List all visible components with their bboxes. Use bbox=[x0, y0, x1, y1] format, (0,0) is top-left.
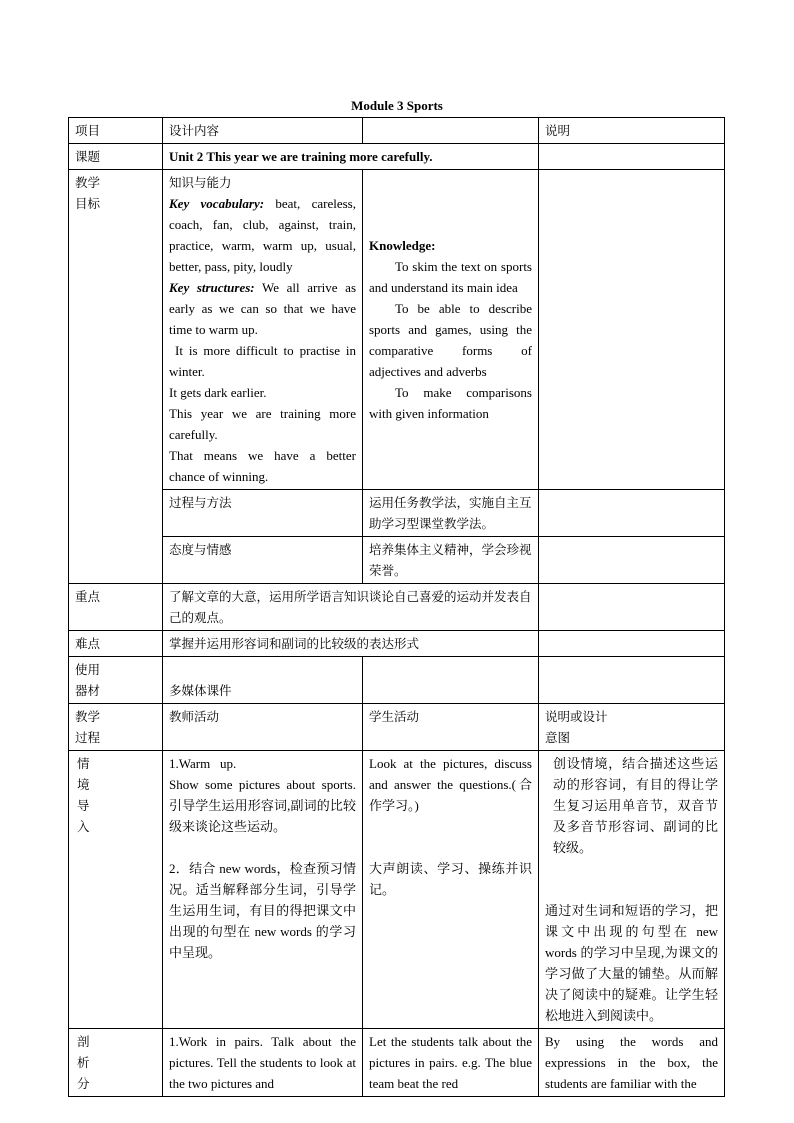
objectives-attitude-row bbox=[69, 537, 725, 584]
notes-situation: 创设情境，结合描述这些运动的形容词，有目的得让学生复习运用单音节，双音节及多音节形容词、副词的比较级。 bbox=[553, 756, 718, 855]
topic-notes bbox=[539, 144, 725, 170]
difficulty-row bbox=[69, 631, 725, 657]
equipment-notes bbox=[539, 657, 725, 704]
analysis-student: Let the students talk about the pictures in pairs. e.g. The blue team beat the red bbox=[363, 1029, 539, 1097]
new-words-step: 2．结合 new words，检查预习情况。适当解释部分生词，引导学生运用生词，有目的得把课文中出现的句型在 new words 的学习中呈现。 bbox=[169, 861, 356, 960]
analysis-notes: By using the words and expressions in the box, the students are familiar with the bbox=[539, 1029, 725, 1097]
equipment-label: 使用 器材 bbox=[69, 657, 163, 704]
knowledge-item: To skim the text on sports and understand its main idea bbox=[369, 259, 532, 295]
knowledge-heading: 知识与能力 bbox=[169, 175, 232, 190]
key-point-row bbox=[69, 584, 725, 631]
objectives-content bbox=[163, 170, 363, 490]
knowledge-item: To be able to describe sports and games, using the comparative forms of adjectives and adverbs bbox=[369, 301, 532, 379]
vocabulary: Key vocabulary: beat, careless, coach, fan, club, against, train, practice, warm, warm up, usual, better, pass, pity, loudly bbox=[169, 196, 356, 274]
header-item: 项目 bbox=[69, 118, 163, 144]
attitude-notes bbox=[539, 537, 725, 584]
process-header-row bbox=[69, 704, 725, 751]
notes-vocabulary: 通过对生词和短语的学习，把课文中出现的句型在 new words 的学习中呈现,为课文的学习做了大量的铺垫。从而解决了阅读中的疑难。让学生轻松地进入到阅读中。 bbox=[545, 903, 718, 1023]
objectives-process-row bbox=[69, 490, 725, 537]
objectives-knowledge-row bbox=[69, 170, 725, 490]
key-point-label: 重点 bbox=[69, 584, 163, 631]
teacher-activity-header: 教师活动 bbox=[163, 704, 363, 751]
lead-in-student bbox=[363, 751, 539, 1029]
student-activity-header: 学生活动 bbox=[363, 704, 539, 751]
lead-in-label: 情 境 导 入 bbox=[69, 751, 163, 1029]
difficulty-notes bbox=[539, 631, 725, 657]
structures: Key structures: We all arrive as early as we can so that we have time to warm up. bbox=[169, 280, 356, 337]
process-text: 运用任务教学法，实施自主互助学习型课堂教学法。 bbox=[363, 490, 539, 537]
analysis-row bbox=[69, 1029, 725, 1097]
process-label: 过程与方法 bbox=[163, 490, 363, 537]
equipment-row bbox=[69, 657, 725, 704]
difficulty-label: 难点 bbox=[69, 631, 163, 657]
topic-row bbox=[69, 144, 725, 170]
warm-up-title: 1.Warm up. bbox=[169, 756, 237, 771]
objectives-label: 教学 目标 bbox=[69, 170, 163, 584]
key-point-notes bbox=[539, 584, 725, 631]
attitude-text: 培养集体主义精神，学会珍视荣誉。 bbox=[363, 537, 539, 584]
objectives-notes bbox=[539, 170, 725, 490]
topic-value: Unit 2 This year we are training more carefully. bbox=[163, 144, 539, 170]
knowledge-title: Knowledge: bbox=[369, 238, 436, 253]
structure-sentence: It gets dark earlier. bbox=[169, 385, 267, 400]
warm-up-text: Show some pictures about sports.引导学生运用形容词,副词的比较级来谈论这些运动。 bbox=[169, 777, 356, 834]
analysis-label: 剖 析 分 bbox=[69, 1029, 163, 1097]
notes-header: 说明或设计 意图 bbox=[539, 704, 725, 751]
analysis-teacher: 1.Work in pairs. Talk about the pictures. Tell the students to look at the two pictures and bbox=[163, 1029, 363, 1097]
structure-sentence: It is more difficult to practise in winter. bbox=[169, 343, 356, 379]
knowledge-description bbox=[363, 170, 539, 490]
difficulty-text: 掌握并运用形容词和副词的比较级的表达形式 bbox=[163, 631, 539, 657]
page-title: Module 3 Sports bbox=[351, 98, 443, 113]
student-read: 大声朗读、学习、操练并识记。 bbox=[369, 861, 532, 897]
process-header-label: 教学 过程 bbox=[69, 704, 163, 751]
header-notes: 说明 bbox=[539, 118, 725, 144]
lead-in-row bbox=[69, 751, 725, 1029]
lesson-plan-table bbox=[68, 117, 725, 1097]
lead-in-notes bbox=[539, 751, 725, 1029]
topic-label: 课题 bbox=[69, 144, 163, 170]
header-design: 设计内容 bbox=[163, 118, 363, 144]
lead-in-teacher bbox=[163, 751, 363, 1029]
key-point-text: 了解文章的大意，运用所学语言知识谈论自己喜爱的运动并发表自己的观点。 bbox=[163, 584, 539, 631]
header-row bbox=[69, 118, 725, 144]
equipment-text: 多媒体课件 bbox=[163, 657, 363, 704]
knowledge-item: To make comparisons with given information bbox=[369, 385, 532, 421]
attitude-label: 态度与情感 bbox=[163, 537, 363, 584]
process-notes bbox=[539, 490, 725, 537]
header-blank bbox=[363, 118, 539, 144]
structure-sentence: That means we have a better chance of winning. bbox=[169, 448, 356, 484]
structure-sentence: This year we are training more carefully. bbox=[169, 406, 356, 442]
equipment-blank bbox=[363, 657, 539, 704]
student-discuss: Look at the pictures, discuss and answer the questions.(合作学习。) bbox=[369, 756, 532, 813]
